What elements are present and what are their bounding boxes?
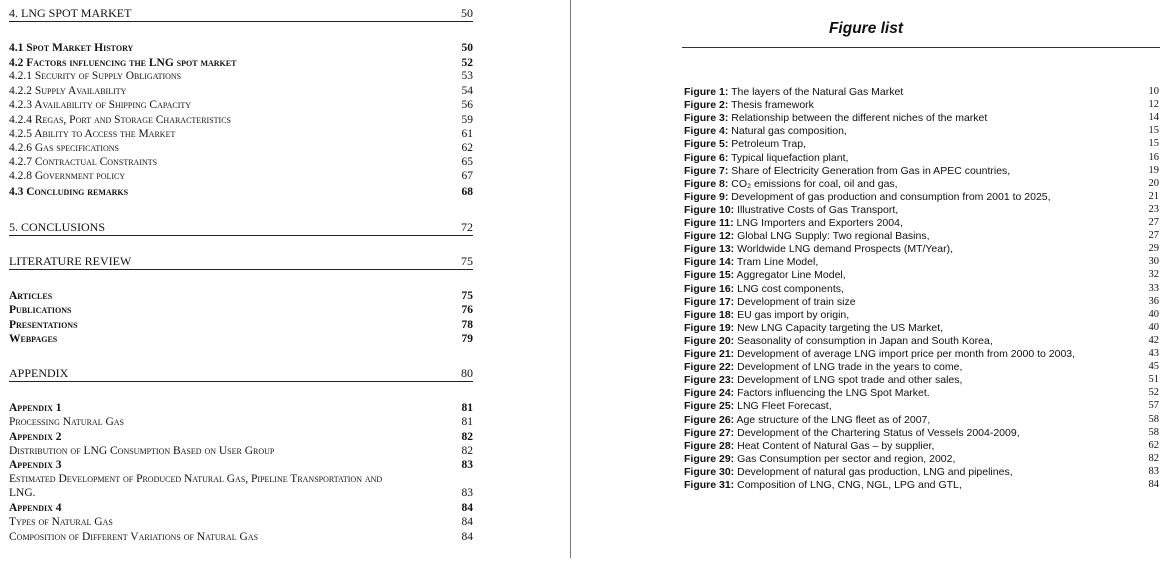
figure-caption — [684, 152, 848, 164]
toc-entry-label: Processing Natural Gas — [9, 416, 124, 428]
toc-entry-label: Appendix 4 — [9, 502, 62, 514]
figure-page-number: 15 — [1148, 125, 1159, 137]
figure-text: Worldwide LNG demand Prospects (MT/Year), — [737, 243, 954, 256]
figure-caption — [684, 283, 844, 295]
figure-number: Figure 7: — [684, 164, 729, 177]
figure-caption — [684, 400, 832, 412]
figure-caption — [684, 86, 903, 98]
figure-page-number: 29 — [1148, 243, 1159, 255]
figure-number: Figure 5: — [684, 138, 729, 151]
figure-number: Figure 25: — [684, 400, 735, 413]
toc-entry-page: 62 — [461, 142, 473, 154]
toc-section-label: APPENDIX — [9, 366, 69, 380]
toc-entry-page: 54 — [461, 85, 473, 97]
toc-section-heading[interactable] — [9, 221, 473, 236]
toc-section-page: 72 — [461, 220, 473, 234]
figure-page-number: 21 — [1148, 190, 1159, 202]
toc-entry-label: 4.2.4 Regas, Port and Storage Characteristics — [9, 114, 231, 126]
toc-section-page: 75 — [461, 254, 473, 268]
figure-number: Figure 26: — [684, 413, 735, 426]
figure-text: Composition of LNG, CNG, NGL, LPG and GTL, — [737, 479, 962, 491]
figure-caption — [684, 348, 1075, 360]
figure-number: Figure 20: — [684, 334, 735, 347]
figure-page-number: 58 — [1148, 413, 1159, 425]
figure-page-number: 40 — [1148, 308, 1159, 320]
toc-entry-page: 75 — [461, 290, 473, 302]
figure-number: Figure 21: — [684, 348, 735, 360]
toc-entry-label: Distribution of LNG Consumption Based on User Group — [9, 445, 275, 457]
figure-caption — [684, 374, 962, 386]
figure-page-number: 42 — [1148, 334, 1159, 346]
figure-text: Development of LNG spot trade and other sales, — [737, 374, 963, 387]
toc-section-label: 5. CONCLUSIONS — [9, 220, 106, 234]
figure-number: Figure 10: — [684, 203, 735, 216]
toc-entry-label: 4.2.5 Ability to Access the Market — [9, 128, 176, 140]
figure-number: Figure 31: — [684, 479, 735, 491]
figure-text: Development of natural gas production, LNG and pipelines, — [737, 465, 1013, 478]
figure-number: Figure 27: — [684, 426, 735, 439]
figure-caption — [684, 309, 849, 321]
figure-text: CO₂ emissions for coal, oil and gas, — [731, 177, 898, 190]
toc-entry-page: 65 — [461, 156, 473, 168]
figure-text: Global LNG Supply: Two regional Basins, — [737, 230, 930, 243]
figure-text: Natural gas composition, — [731, 125, 847, 138]
toc-entry-label: 4.3 Concluding remarks — [9, 186, 129, 198]
figure-number: Figure 9: — [684, 190, 729, 203]
figure-text: Seasonality of consumption in Japan and South Korea, — [737, 334, 993, 347]
toc-entry-page: 83 — [461, 487, 473, 499]
figure-caption — [684, 322, 943, 334]
toc-section-heading[interactable] — [9, 367, 473, 382]
toc-entry-label: Appendix 1 — [9, 402, 62, 414]
toc-entry-label: Articles — [9, 290, 53, 302]
figure-caption — [684, 125, 847, 137]
figure-text: Share of Electricity Generation from Gas in APEC countries, — [731, 164, 1011, 177]
toc-entry-page: 59 — [461, 114, 473, 126]
toc-entry-label: 4.2.7 Contractual Constraints — [9, 156, 158, 168]
figure-page-number: 36 — [1148, 295, 1159, 307]
figure-number: Figure 12: — [684, 230, 735, 243]
figure-caption — [684, 479, 962, 491]
figure-text: Petroleum Trap, — [731, 138, 806, 151]
figure-text: The layers of the Natural Gas Market — [731, 86, 904, 98]
figure-number: Figure 13: — [684, 243, 735, 256]
figure-caption — [684, 138, 806, 150]
figure-number: Figure 14: — [684, 256, 735, 269]
toc-entry-page: 84 — [461, 502, 473, 514]
figure-caption — [684, 361, 962, 373]
toc-entry-page: 50 — [461, 42, 473, 54]
figure-text: Relationship between the different niches of the market — [731, 112, 988, 125]
figure-number: Figure 19: — [684, 321, 735, 334]
figure-caption — [684, 256, 818, 268]
toc-section-page: 80 — [461, 366, 473, 380]
figure-page-number: 57 — [1148, 400, 1159, 412]
toc-entry-page: 67 — [461, 170, 473, 182]
toc-entry-label: 4.2 Factors influencing the LNG spot market — [9, 57, 237, 69]
figure-page-number: 51 — [1148, 374, 1159, 386]
toc-entry-label: Composition of Different Variations of Natural Gas — [9, 531, 259, 543]
figure-text: Gas Consumption per sector and region, 2002, — [737, 452, 956, 465]
figure-text: Heat Content of Natural Gas – by supplier, — [737, 439, 935, 452]
toc-entry-label: Appendix 2 — [9, 431, 62, 443]
figure-number: Figure 23: — [684, 374, 735, 387]
figure-caption — [684, 204, 898, 216]
figure-text: LNG cost components, — [737, 282, 844, 295]
figure-text: Development of gas production and consumption from 2001 to 2025, — [731, 190, 1051, 203]
figure-page-number: 32 — [1148, 269, 1159, 281]
figure-number: Figure 3: — [684, 112, 729, 125]
figure-number: Figure 22: — [684, 361, 735, 374]
toc-entry-page: 56 — [461, 99, 473, 111]
figure-text: Development of average LNG import price per month from 2000 to 2003, — [737, 348, 1076, 360]
figure-page-number: 52 — [1148, 387, 1159, 399]
figure-text: Development of train size — [737, 295, 856, 308]
figure-number: Figure 24: — [684, 387, 735, 400]
figure-text: Typical liquefaction plant, — [731, 151, 849, 164]
figure-caption — [684, 427, 1020, 439]
toc-entry-page: 81 — [461, 402, 473, 414]
toc-entry-label: Webpages — [9, 333, 58, 345]
figure-text: Thesis framework — [731, 99, 814, 112]
figure-number: Figure 30: — [684, 465, 735, 478]
toc-entry-label: 4.2.8 Government policy — [9, 170, 126, 182]
toc-entry-label: Publications — [9, 304, 72, 316]
figure-number: Figure 2: — [684, 99, 729, 112]
toc-entry-page: 81 — [461, 416, 473, 428]
figure-page-number: 16 — [1148, 151, 1159, 163]
toc-entry-label: 4.1 Spot Market History — [9, 42, 134, 54]
figure-page-number: 62 — [1148, 439, 1159, 451]
figure-caption — [684, 453, 955, 465]
figure-text: Factors influencing the LNG Spot Market. — [737, 387, 930, 400]
figure-list-page — [572, 0, 1160, 564]
figure-number: Figure 8: — [684, 177, 729, 190]
toc-entry-page: 84 — [461, 531, 473, 543]
figure-number: Figure 16: — [684, 282, 735, 295]
figure-number: Figure 11: — [684, 217, 734, 229]
figure-page-number: 33 — [1148, 282, 1159, 294]
figure-text: Development of LNG trade in the years to come, — [737, 361, 963, 374]
toc-entry-page: 84 — [461, 516, 473, 528]
figure-number: Figure 29: — [684, 452, 735, 465]
figure-caption — [684, 243, 953, 255]
figure-page-number: 45 — [1148, 361, 1159, 373]
figure-number: Figure 15: — [684, 269, 735, 282]
toc-section-page: 50 — [461, 6, 473, 20]
figure-page-number: 20 — [1148, 177, 1159, 189]
page-divider — [570, 0, 571, 558]
figure-caption — [684, 112, 987, 124]
figure-page-number: 30 — [1148, 256, 1159, 268]
figure-text: Development of the Chartering Status of Vessels 2004-2009, — [737, 426, 1020, 439]
toc-section-label: LITERATURE REVIEW — [9, 254, 132, 268]
figure-page-number: 83 — [1148, 465, 1159, 477]
table-of-contents-page — [0, 0, 570, 564]
toc-entry-page: 53 — [461, 70, 473, 82]
figure-number: Figure 18: — [684, 308, 735, 321]
toc-entry-page: 82 — [461, 445, 473, 457]
toc-entry-page: 52 — [461, 57, 473, 69]
figure-page-number: 23 — [1148, 203, 1159, 215]
toc-entry-label: 4.2.6 Gas specifications — [9, 142, 119, 154]
toc-entry-page: 82 — [461, 431, 473, 443]
figure-page-number: 19 — [1148, 164, 1159, 176]
toc-entry-page: 79 — [461, 333, 473, 345]
figure-page-number: 12 — [1148, 99, 1159, 111]
toc-entry-page: 78 — [461, 319, 473, 331]
figure-caption — [684, 191, 1051, 203]
figure-number: Figure 4: — [684, 125, 729, 138]
figure-text: EU gas import by origin, — [737, 308, 850, 321]
figure-caption — [684, 165, 1010, 177]
toc-entry-page: 76 — [461, 304, 473, 316]
figure-list-title: Figure list — [828, 20, 904, 37]
figure-caption — [684, 414, 930, 426]
toc-entry-label: Estimated Development of Produced Natural Gas, Pipeline Transportation and — [9, 473, 383, 485]
figure-page-number: 27 — [1148, 217, 1159, 228]
figure-caption — [684, 440, 934, 452]
figure-text: LNG Importers and Exporters 2004, — [736, 217, 903, 229]
figure-caption — [684, 466, 1013, 478]
figure-page-number: 40 — [1148, 321, 1159, 333]
toc-entry-label: Presentations — [9, 319, 78, 331]
figure-text: Illustrative Costs of Gas Transport, — [737, 203, 899, 216]
figure-caption — [684, 387, 930, 399]
toc-entry-page: 83 — [461, 459, 473, 471]
figure-page-number: 14 — [1148, 112, 1159, 124]
figure-caption — [684, 296, 856, 308]
figure-text: Tram Line Model, — [736, 256, 819, 269]
figure-caption — [684, 217, 903, 229]
figure-caption — [684, 230, 930, 242]
toc-entry-page: 68 — [461, 186, 473, 198]
figure-text: LNG Fleet Forecast, — [737, 400, 832, 413]
figure-caption — [684, 99, 814, 111]
figure-page-number: 84 — [1148, 479, 1159, 490]
figure-page-number: 43 — [1148, 348, 1159, 359]
toc-entry-label: 4.2.1 Security of Supply Obligations — [9, 70, 182, 82]
figure-caption — [684, 335, 993, 347]
figure-caption — [684, 269, 846, 281]
figure-number: Figure 17: — [684, 295, 735, 308]
figure-text: New LNG Capacity targeting the US Market, — [737, 321, 944, 334]
figure-page-number: 10 — [1148, 86, 1159, 97]
toc-entry-label: 4.2.3 Availability of Shipping Capacity — [9, 99, 192, 111]
figure-number: Figure 6: — [684, 151, 729, 164]
toc-entry-label: Appendix 3 — [9, 459, 62, 471]
toc-entry-label: Types of Natural Gas — [9, 516, 113, 528]
figure-page-number: 15 — [1148, 138, 1159, 150]
figure-text: Aggregator Line Model, — [736, 269, 846, 282]
figure-page-number: 82 — [1148, 452, 1159, 464]
title-rule — [682, 47, 1160, 48]
figure-text: Age structure of the LNG fleet as of 2007, — [736, 413, 931, 426]
toc-entry-label: 4.2.2 Supply Availability — [9, 85, 127, 97]
figure-caption — [684, 178, 898, 190]
figure-page-number: 27 — [1148, 230, 1159, 242]
toc-section-heading[interactable] — [9, 7, 473, 22]
toc-entry-label: LNG. — [9, 487, 36, 499]
toc-section-label: 4. LNG SPOT MARKET — [9, 6, 132, 20]
figure-number: Figure 28: — [684, 439, 735, 452]
toc-section-heading[interactable] — [9, 255, 473, 270]
figure-number: Figure 1: — [684, 86, 729, 98]
toc-entry-page: 61 — [461, 128, 473, 140]
figure-page-number: 58 — [1148, 426, 1159, 438]
